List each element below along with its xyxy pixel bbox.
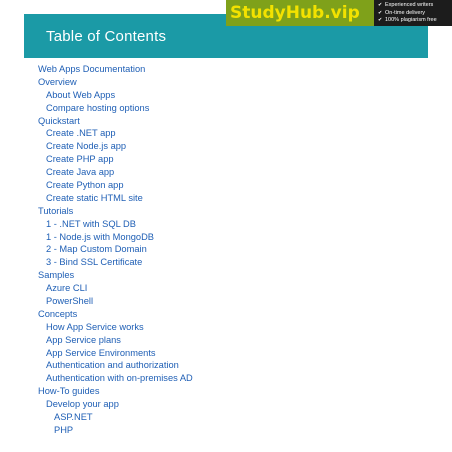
toc-link[interactable]: Create Java app <box>46 167 115 178</box>
toc-link[interactable]: Authentication and authorization <box>46 360 179 371</box>
promo-feature-label: On-time delivery <box>385 9 426 16</box>
promo-feature-list <box>378 2 437 25</box>
check-icon: ✔ <box>378 2 383 8</box>
promo-feature <box>378 17 437 24</box>
toc-link[interactable]: 1 - Node.js with MongoDB <box>46 231 154 242</box>
promo-feature <box>378 2 437 9</box>
toc-link[interactable]: Create Node.js app <box>46 141 127 152</box>
toc-link[interactable]: Samples <box>38 270 75 281</box>
promo-banner[interactable] <box>226 0 452 26</box>
toc-link[interactable]: Develop your app <box>46 399 119 410</box>
check-icon: ✔ <box>378 17 383 23</box>
toc-link[interactable]: App Service Environments <box>46 347 156 358</box>
toc-list <box>0 63 193 437</box>
toc-link[interactable]: Overview <box>38 76 77 87</box>
toc-link[interactable]: Web Apps Documentation <box>38 64 146 74</box>
check-icon: ✔ <box>378 9 383 16</box>
toc-link[interactable]: PowerShell <box>46 296 94 307</box>
toc-link[interactable]: 1 - .NET with SQL DB <box>46 218 136 229</box>
toc-link[interactable]: Authentication with on-premises AD <box>46 373 193 384</box>
toc-link[interactable]: Create Python app <box>46 180 124 191</box>
toc-link[interactable]: Create static HTML site <box>46 192 143 203</box>
toc-link[interactable]: PHP <box>54 424 74 435</box>
toc-link[interactable]: How App Service works <box>46 321 144 332</box>
page-title: Table of Contents <box>46 28 167 45</box>
toc-link[interactable]: 3 - Bind SSL Certificate <box>46 257 143 268</box>
toc-link[interactable]: Quickstart <box>38 115 80 126</box>
toc-link[interactable]: How-To guides <box>38 386 100 397</box>
promo-logo[interactable] <box>226 0 374 26</box>
toc-link[interactable]: 2 - Map Custom Domain <box>46 244 147 255</box>
toc-link[interactable]: Create .NET app <box>46 128 116 139</box>
toc-link[interactable]: App Service plans <box>46 334 121 345</box>
toc-link[interactable]: Compare hosting options <box>46 102 150 113</box>
toc-link[interactable]: About Web Apps <box>46 89 116 100</box>
toc-link[interactable]: Azure CLI <box>46 283 88 294</box>
toc-link[interactable]: ASP.NET <box>54 412 93 423</box>
promo-feature-label: Experienced writers <box>385 2 434 8</box>
promo-logo-text: StudyHub.vip <box>230 3 360 23</box>
promo-feature <box>378 10 437 17</box>
toc-link[interactable]: Tutorials <box>38 205 74 216</box>
toc-link[interactable]: Create PHP app <box>46 154 114 165</box>
toc-link[interactable]: Concepts <box>38 308 78 319</box>
promo-feature-label: 100% plagiarism free <box>385 17 437 23</box>
